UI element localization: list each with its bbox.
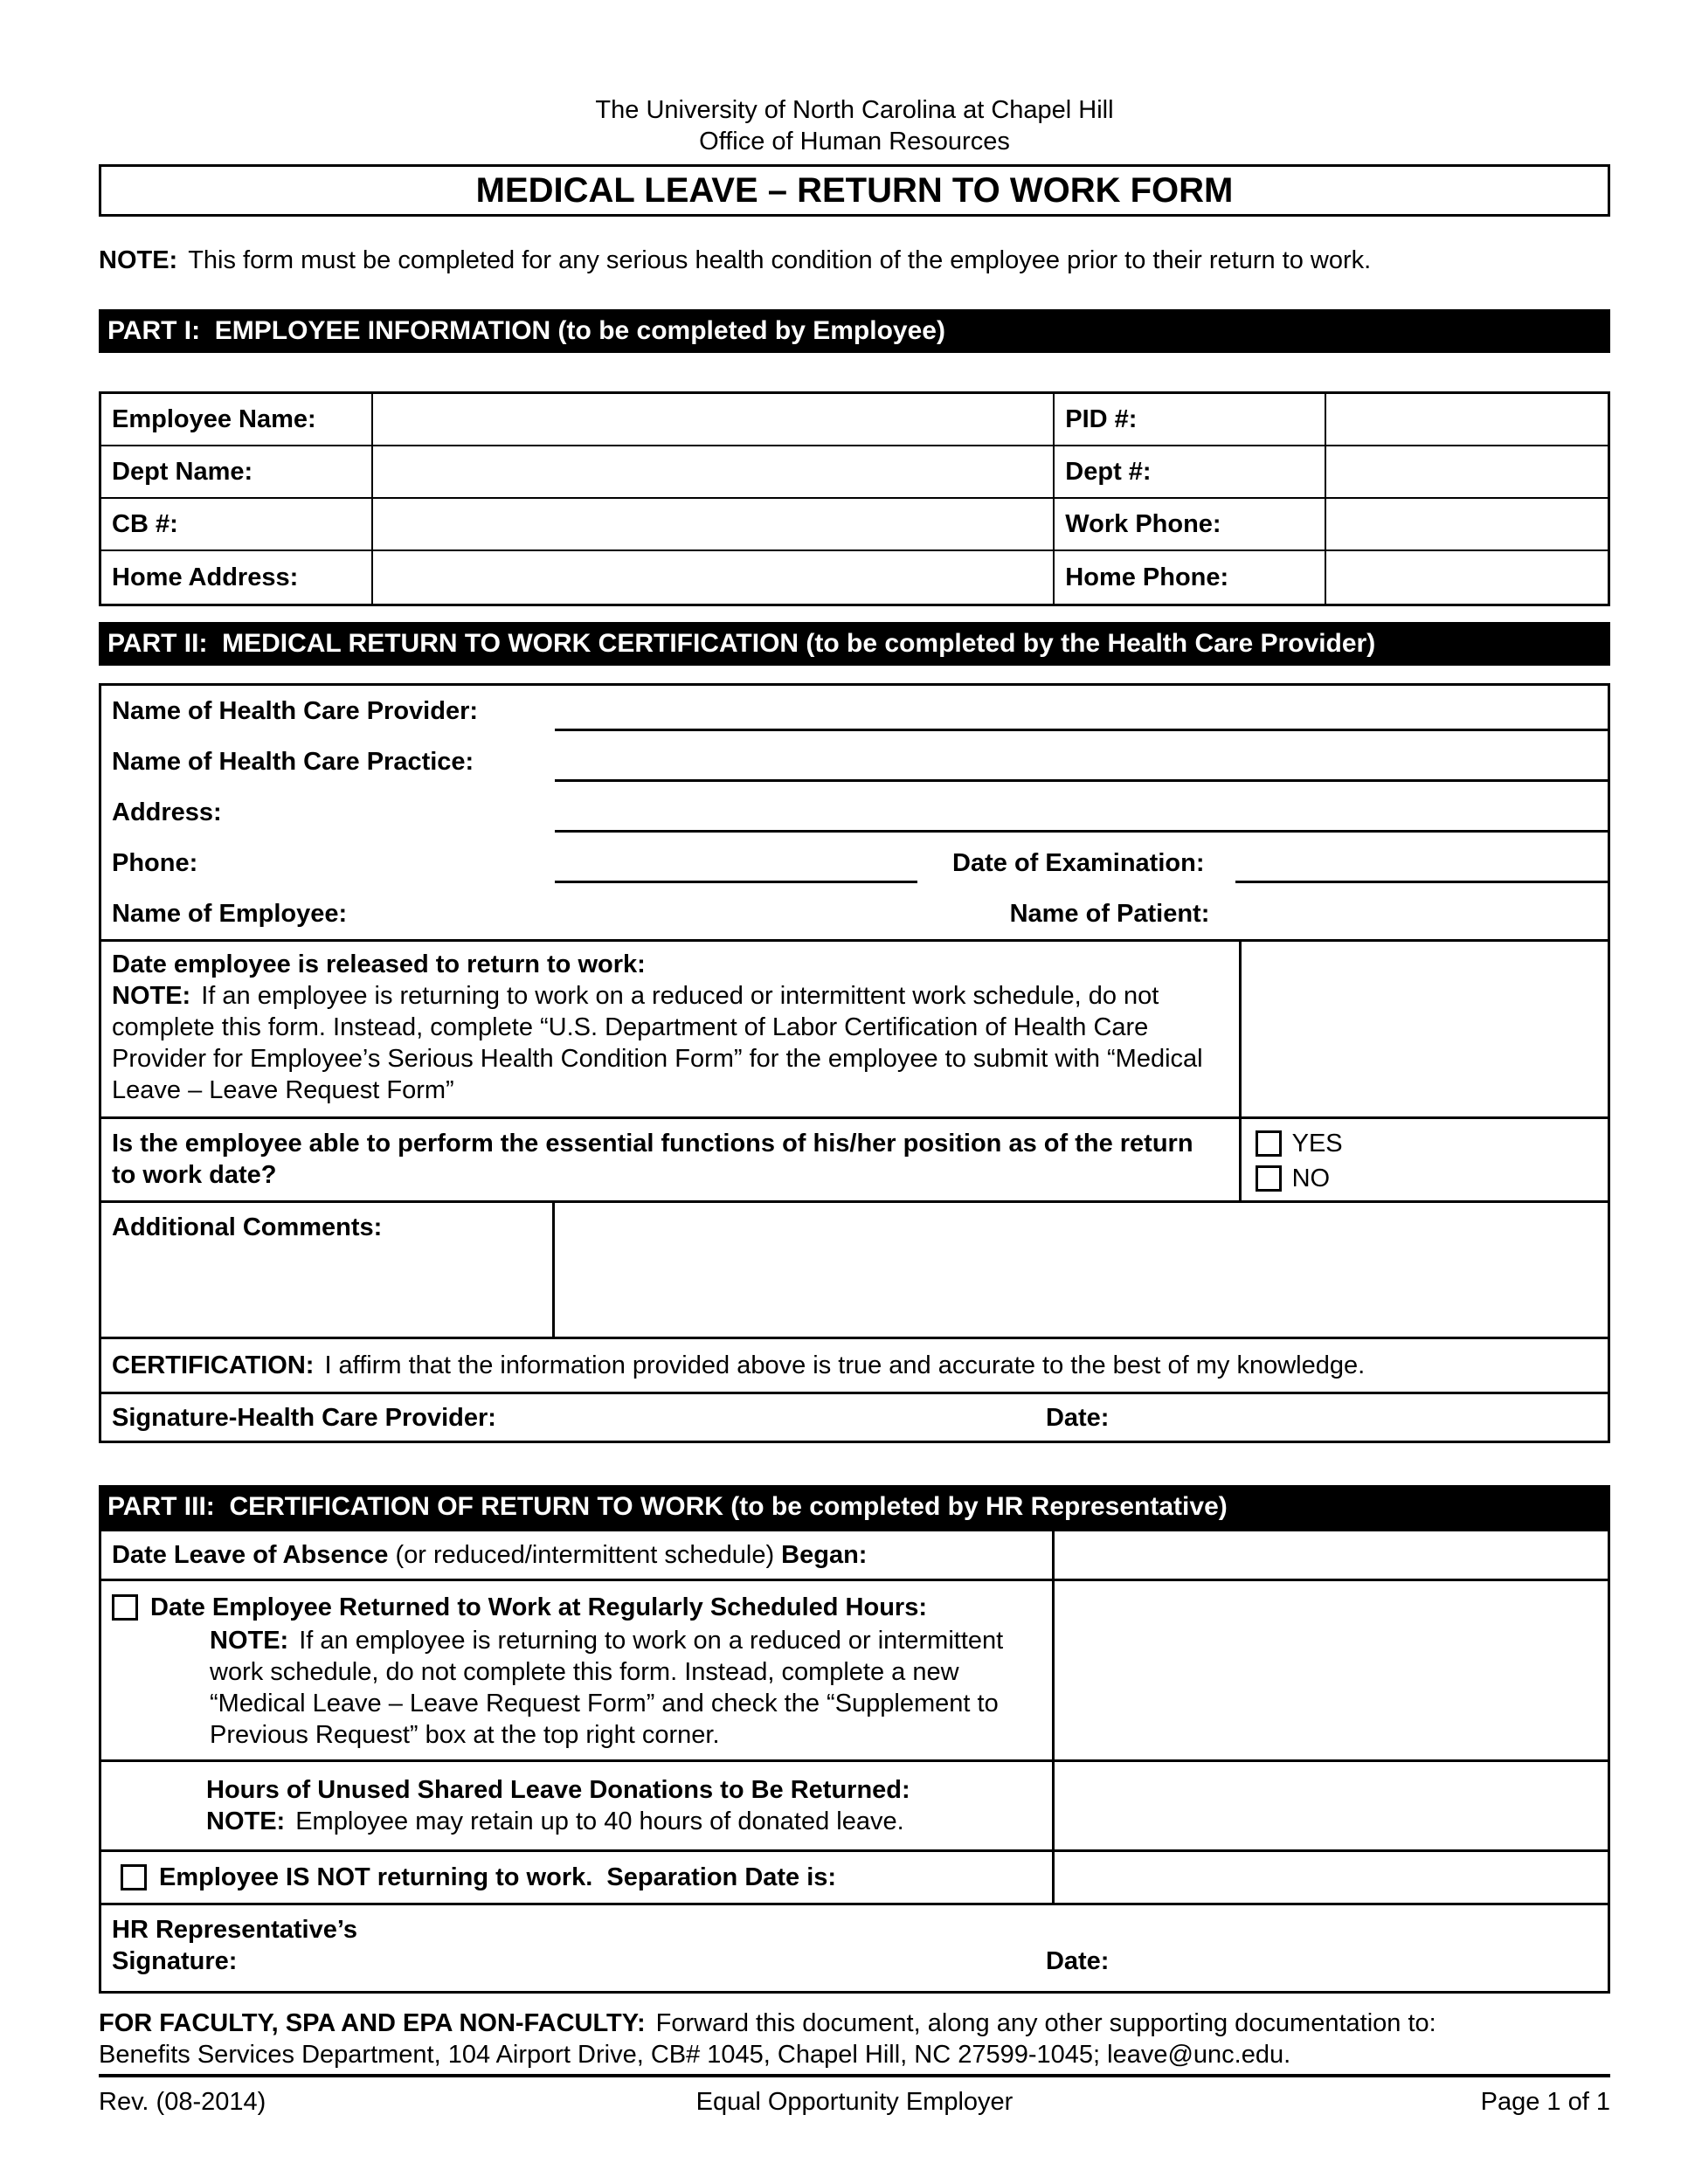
certification-label: CERTIFICATION: [112, 1351, 315, 1379]
shared-leave-row [101, 1762, 1608, 1852]
home-phone-field[interactable] [1325, 551, 1608, 604]
pid-label: PID #: [1065, 405, 1138, 433]
university-name: The University of North Carolina at Chapel Hill [595, 96, 1114, 124]
faculty-line1 [99, 2008, 1610, 2039]
hr-rep-label: HR Representative’s [112, 1916, 357, 1944]
yes-checkbox[interactable] [1256, 1130, 1282, 1157]
phone-exam-row [101, 838, 1608, 888]
exam-date-field[interactable] [1235, 881, 1608, 883]
not-returning-checkbox[interactable] [121, 1864, 147, 1890]
returned-note-text: If an employee is returning to work on a reduced or intermittent work schedule, do not complete this form. Instead, complete a new “Medical Leave – Leave Request Form” and check the “Supplement to Previous Request” box at the top right corner. [210, 1627, 1004, 1749]
returned-note-label: NOTE: [210, 1627, 289, 1655]
shared-leave-text [101, 1762, 1055, 1849]
form-title: MEDICAL LEAVE – RETURN TO WORK FORM [99, 164, 1610, 217]
top-note [99, 245, 1610, 276]
no-option [1256, 1163, 1608, 1194]
shared-leave-note-label: NOTE: [206, 1807, 286, 1835]
hr-signature-cell[interactable] [101, 1905, 1608, 1991]
dept-name-field[interactable] [371, 446, 1055, 497]
returned-heading [112, 1592, 1026, 1623]
part2-header-bar: PART II: MEDICAL RETURN TO WORK CERTIFICATION (to be completed by the Health Care Provider) [99, 622, 1610, 666]
phone-field[interactable] [555, 881, 917, 883]
dept-number-field[interactable] [1325, 446, 1608, 497]
employee-patient-row [101, 888, 1608, 939]
part3-header-bar: PART III: CERTIFICATION OF RETURN TO WORK (to be completed by HR Representative) [99, 1485, 1610, 1529]
essential-functions-question: Is the employee able to perform the essential functions of his/her position as of the return to work date? [112, 1130, 1193, 1189]
faculty-instructions [99, 2008, 1610, 2070]
separation-date-field[interactable] [1055, 1852, 1608, 1903]
certification-text: I affirm that the information provided above is true and accurate to the best of my knowledge. [324, 1351, 1366, 1379]
address-label: Address: [112, 798, 222, 826]
release-note [112, 980, 1220, 1106]
practice-field[interactable] [555, 779, 1608, 782]
hr-date-label: Date: [1045, 1947, 1110, 1975]
part2-box [99, 683, 1610, 1443]
no-label: NO [1291, 1165, 1331, 1192]
part1-table [99, 391, 1610, 606]
provider-field[interactable] [555, 729, 1608, 731]
table-row [101, 394, 1608, 446]
employee-name-field[interactable] [371, 394, 1055, 445]
additional-comments-row [101, 1200, 1608, 1337]
returned-checkbox[interactable] [112, 1594, 138, 1621]
yes-label: YES [1291, 1130, 1343, 1158]
not-returning-text [101, 1852, 1055, 1903]
home-address-label: Home Address: [112, 563, 299, 591]
leave-began-field[interactable] [1055, 1531, 1608, 1579]
release-note-label: NOTE: [112, 982, 191, 1010]
footer-divider [99, 2074, 1610, 2077]
shared-leave-note [206, 1806, 1026, 1837]
release-date-text [101, 942, 1239, 1116]
hr-signature-label: Signature: [112, 1947, 238, 1975]
page-footer [99, 2086, 1610, 2118]
cb-number-field[interactable] [371, 499, 1055, 549]
work-phone-label: Work Phone: [1065, 510, 1221, 538]
provider-row [101, 686, 1608, 736]
cb-number-label: CB #: [112, 510, 178, 538]
table-row [101, 499, 1608, 551]
part3-table [99, 1529, 1610, 1994]
returned-row [101, 1581, 1608, 1762]
patient-name-label: Name of Patient: [1009, 900, 1210, 928]
essential-functions-answer [1239, 1119, 1608, 1200]
faculty-label: FOR FACULTY, SPA AND EPA NON-FACULTY: [99, 2009, 646, 2037]
dept-name-label: Dept Name: [112, 458, 253, 486]
phone-label: Phone: [112, 849, 198, 877]
leave-began-text [101, 1531, 1055, 1579]
top-note-label: NOTE: [99, 246, 178, 274]
hr-signature-row [101, 1905, 1608, 1991]
leave-began-bold2: Began: [781, 1541, 868, 1569]
faculty-text-line1: Forward this document, along any other supporting documentation to: [655, 2009, 1436, 2037]
certification-row [101, 1337, 1608, 1392]
home-phone-label: Home Phone: [1065, 563, 1229, 591]
provider-label: Name of Health Care Provider: [112, 697, 479, 725]
shared-leave-field[interactable] [1055, 1762, 1608, 1849]
provider-signature-label: Signature-Health Care Provider: [112, 1403, 496, 1432]
not-returning-label: Employee IS NOT returning to work. Separation Date is: [159, 1863, 837, 1891]
exam-date-label: Date of Examination: [952, 849, 1205, 877]
shared-leave-label: Hours of Unused Shared Leave Donations to Be Returned: [206, 1776, 910, 1804]
release-date-label: Date employee is released to return to work: [112, 950, 646, 978]
dept-number-label: Dept #: [1065, 458, 1152, 486]
additional-comments-label: Additional Comments: [101, 1203, 555, 1337]
shared-leave-note-text: Employee may retain up to 40 hours of donated leave. [295, 1807, 904, 1835]
page-number: Page 1 of 1 [1480, 2088, 1610, 2116]
leave-began-bold1: Date Leave of Absence [112, 1541, 389, 1569]
work-phone-field[interactable] [1325, 499, 1608, 549]
pid-field[interactable] [1325, 394, 1608, 445]
provider-date-label: Date: [1045, 1403, 1110, 1432]
faculty-line2: Benefits Services Department, 104 Airport Drive, CB# 1045, Chapel Hill, NC 27599-1045; leave@unc.edu. [99, 2041, 1291, 2069]
office-name: Office of Human Resources [699, 128, 1010, 156]
leave-began-normal: (or reduced/intermittent schedule) [395, 1541, 775, 1569]
practice-row [101, 736, 1608, 787]
release-date-row [101, 939, 1608, 1116]
essential-functions-row [101, 1116, 1608, 1200]
revision-label: Rev. (08-2014) [99, 2088, 266, 2116]
returned-note [210, 1625, 1026, 1751]
provider-signature-row[interactable] [101, 1392, 1608, 1441]
practice-label: Name of Health Care Practice: [112, 748, 474, 776]
returned-text [101, 1581, 1055, 1759]
part1-header-bar: PART I: EMPLOYEE INFORMATION (to be completed by Employee) [99, 309, 1610, 353]
address-row [101, 787, 1608, 838]
table-row [101, 446, 1608, 499]
returned-label: Date Employee Returned to Work at Regularly Scheduled Hours: [150, 1593, 927, 1621]
release-note-text: If an employee is returning to work on a reduced or intermittent work schedule, do not complete this form. Instead, complete “U.S. Department of Labor Certification of Health Care Provider for Employee’s Serious Health Condition Form” for the employee to submit with “Medical Leave – Leave Request Form” [112, 982, 1203, 1104]
top-note-text: This form must be completed for any serious health condition of the employee prior to their return to work. [188, 246, 1372, 274]
leave-began-row [101, 1531, 1608, 1581]
yes-option [1256, 1128, 1608, 1159]
address-field[interactable] [555, 830, 1608, 833]
eoe-label: Equal Opportunity Employer [695, 2088, 1013, 2116]
returned-date-field[interactable] [1055, 1581, 1608, 1759]
release-date-field[interactable] [1239, 942, 1608, 1116]
employee-name-label: Employee Name: [112, 405, 316, 433]
additional-comments-field[interactable] [555, 1203, 1608, 1337]
employee-name-label: Name of Employee: [112, 900, 348, 928]
home-address-field[interactable] [371, 551, 1055, 604]
not-returning-row [101, 1852, 1608, 1905]
no-checkbox[interactable] [1256, 1165, 1282, 1192]
table-row [101, 551, 1608, 604]
